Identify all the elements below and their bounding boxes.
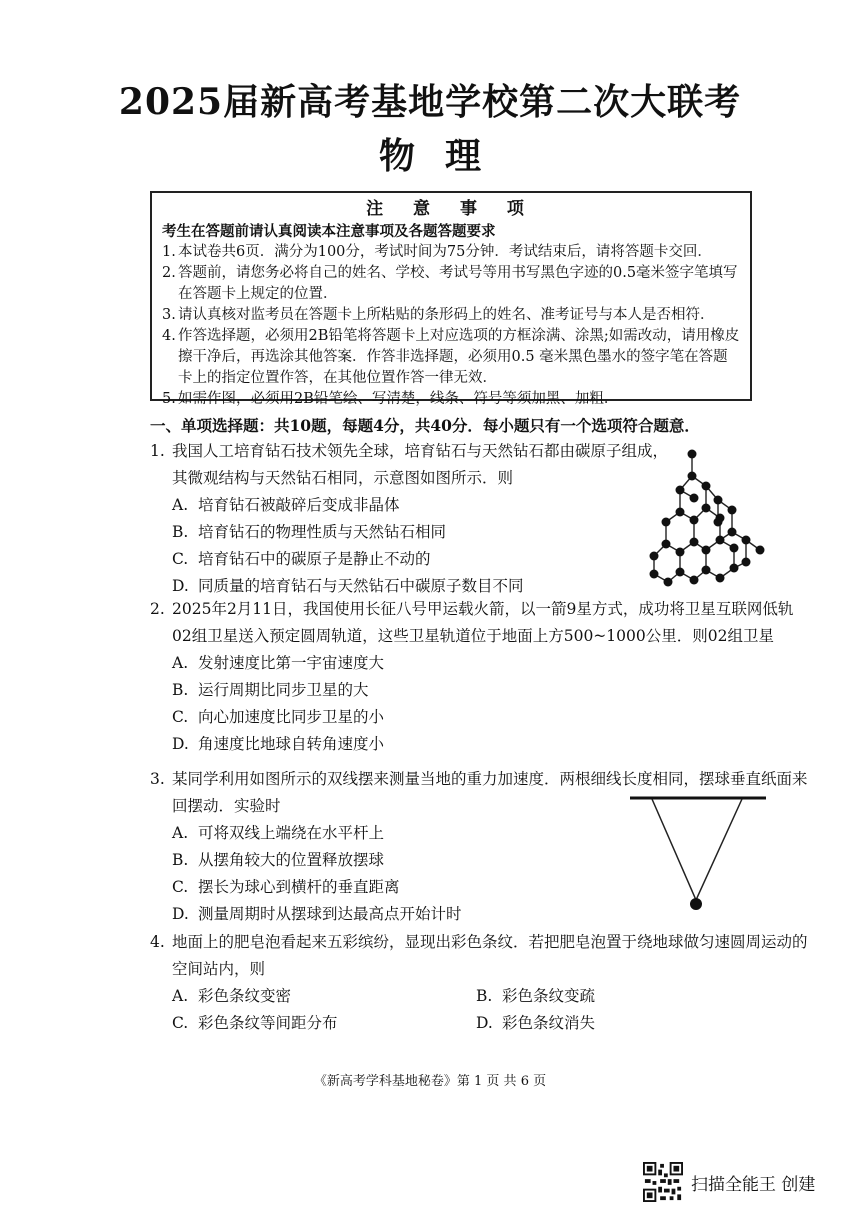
question-stem: 2025年2月11日，我国使用长征八号甲运载火箭，以一箭9星方式，成功将卫星互联网低轨 — [172, 600, 794, 618]
notice-item-text: 答题前，请您务必将自己的姓名、学校、考试号等用书写黑色字迹的0.5毫米签字笔填写在答题卡上规定的位置． — [178, 265, 738, 302]
option-b[interactable]: B. 培育钻石的物理性质与天然钻石相同 — [172, 523, 447, 541]
option-b[interactable]: B. 运行周期比同步卫星的大 — [172, 681, 369, 699]
option-c[interactable]: C. 向心加速度比同步卫星的小 — [172, 708, 385, 726]
option-a[interactable]: A. 培育钻石被敲碎后变成非晶体 — [172, 496, 400, 514]
option-d[interactable]: D. 同质量的培育钻石与天然钻石中碳原子数目不同 — [172, 577, 524, 595]
section-heading: 一、单项选择题：共10题，每题4分，共40分．每小题只有一个选项符合题意． — [150, 416, 700, 435]
notice-item — [162, 305, 740, 326]
page-footer: 《新高考学科基地秘卷》第 1 页 共 6 页 — [313, 1074, 547, 1089]
notice-item-text: 本试卷共6页．满分为100分，考试时间为75分钟．考试结束后，请将答题卡交回． — [178, 244, 712, 260]
scanner-label: 扫描全能王 创建 — [691, 1174, 816, 1195]
notice-item-num: 4. — [162, 328, 176, 344]
option-d[interactable]: D. 彩色条纹消失 — [476, 1014, 596, 1032]
notice-item — [162, 389, 740, 410]
option-d[interactable]: D. 角速度比地球自转角速度小 — [172, 735, 385, 753]
notice-item-num: 3. — [162, 307, 176, 323]
notice-box — [150, 191, 752, 407]
option-d[interactable]: D. 测量周期时从摆球到达最高点开始计时 — [172, 905, 462, 923]
notice-item-text: 请认真核对监考员在答题卡上所粘贴的条形码上的姓名、准考证号与本人是否相符． — [178, 307, 715, 323]
question-4 — [150, 929, 808, 1037]
qr-code-icon — [643, 1162, 683, 1202]
question-number: 4. — [150, 933, 165, 951]
option-b[interactable]: B. 从摆角较大的位置释放摆球 — [172, 851, 385, 869]
notice-lead: 考生在答题前请认真阅读本注意事项及各题答题要求 — [162, 223, 496, 240]
option-c[interactable]: C. 培育钻石中的碳原子是静止不动的 — [172, 550, 431, 568]
notice-item-num: 2. — [162, 265, 176, 281]
notice-item — [162, 263, 740, 305]
question-1 — [150, 438, 670, 600]
option-a[interactable]: A. 彩色条纹变密 — [172, 987, 292, 1005]
subject-title: 物理 — [378, 135, 511, 177]
option-c[interactable]: C. 彩色条纹等间距分布 — [172, 1014, 338, 1032]
notice-title: 注 意 事 项 — [366, 199, 536, 219]
notice-item-num: 1. — [162, 244, 176, 260]
question-stem-cont: 其微观结构与天然钻石相同，示意图如图所示．则 — [172, 469, 514, 487]
notice-item — [162, 242, 740, 263]
question-stem: 某同学利用如图所示的双线摆来测量当地的重力加速度．两根细线长度相同，摆球垂直纸面来 — [172, 770, 808, 788]
notice-item — [162, 326, 740, 389]
option-b[interactable]: B. 彩色条纹变疏 — [476, 987, 596, 1005]
question-stem: 地面上的肥皂泡看起来五彩缤纷，显现出彩色条纹．若把肥皂泡置于绕地球做匀速圆周运动的 — [172, 933, 808, 951]
question-number: 3. — [150, 770, 165, 788]
question-number: 2. — [150, 600, 165, 618]
notice-item-text: 作答选择题，必须用2B铅笔将答题卡上对应选项的方框涂满、涂黑;如需改动，请用橡皮擦干净后，再选涂其他答案．作答非选择题，必须用0.5 毫米黑色墨水的签字笔在答题卡上的指定位置作答，在其他位置作答一律无效． — [178, 328, 740, 386]
diamond-lattice-figure — [640, 440, 770, 600]
bifilar-pendulum-figure — [630, 790, 770, 915]
question-stem-cont: 回摆动．实验时 — [172, 797, 281, 815]
question-stem-cont: 02组卫星送入预定圆周轨道，这些卫星轨道位于地面上方500~1000公里．则02组卫星 — [172, 627, 774, 645]
option-a[interactable]: A. 可将双线上端绕在水平杆上 — [172, 824, 385, 842]
option-a[interactable]: A. 发射速度比第一宇宙速度大 — [172, 654, 385, 672]
scanner-watermark — [643, 1162, 815, 1202]
question-number: 1. — [150, 442, 165, 460]
exam-title: 2025届新高考基地学校第二次大联考 — [118, 81, 742, 123]
option-c[interactable]: C. 摆长为球心到横杆的垂直距离 — [172, 878, 400, 896]
question-2 — [150, 596, 794, 758]
notice-item-text: 如需作图，必须用2B铅笔绘、写清楚，线条、符号等须加黑、加粗． — [178, 391, 619, 407]
notice-item-num: 5. — [162, 391, 176, 407]
question-stem: 我国人工培育钻石技术领先全球，培育钻石与天然钻石都由碳原子组成， — [172, 442, 669, 460]
question-stem-cont: 空间站内，则 — [172, 960, 266, 978]
